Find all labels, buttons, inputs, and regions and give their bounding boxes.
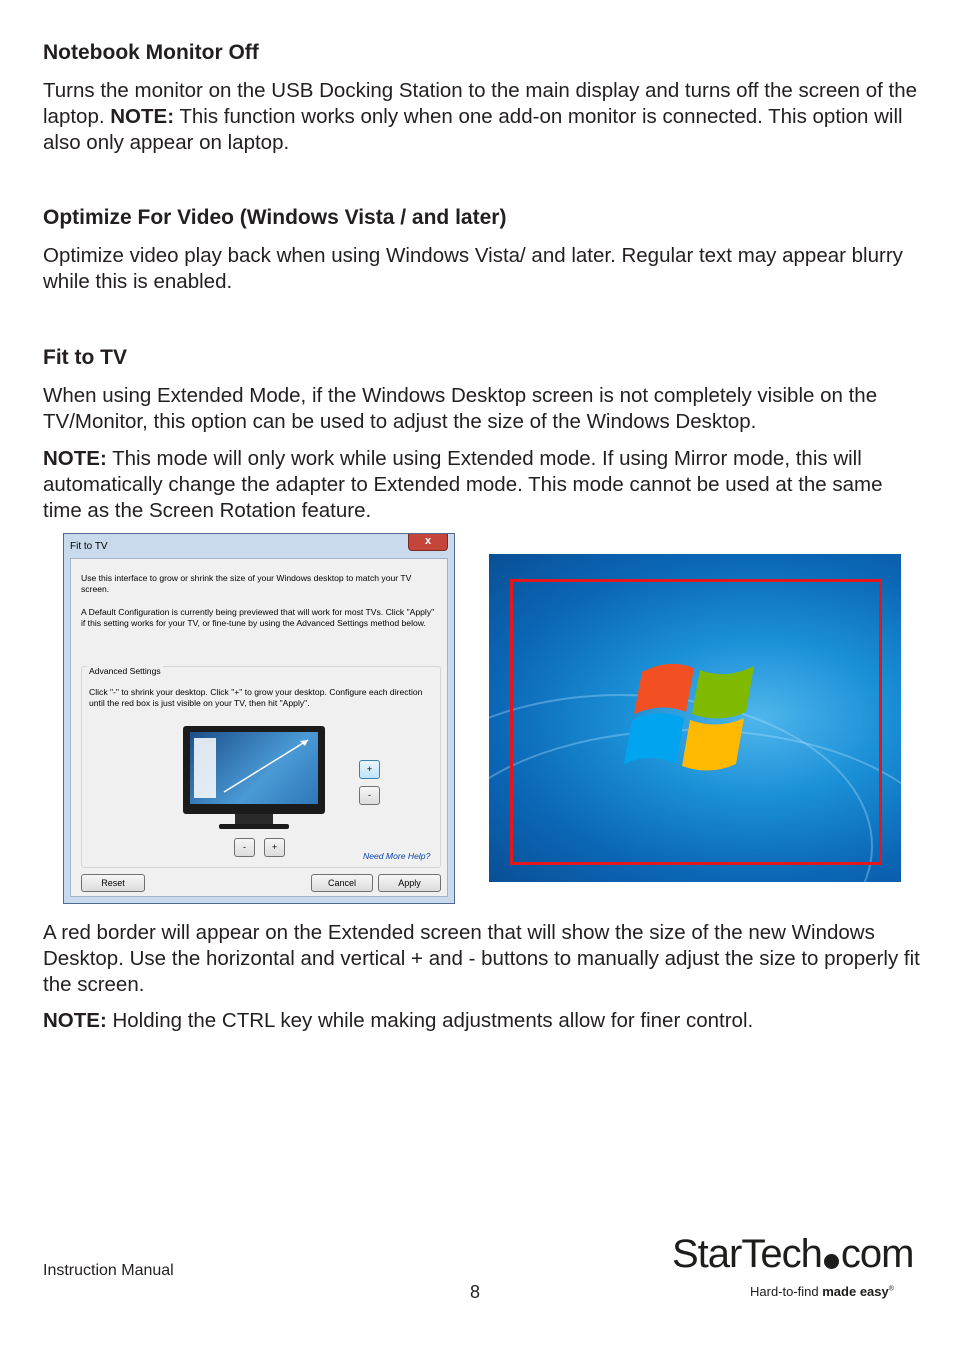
note-ctrl-key [43, 1008, 923, 1034]
extended-desktop-screenshot [489, 554, 901, 882]
heading-fit-to-tv: Fit to TV [43, 346, 127, 369]
monitor-image [183, 726, 325, 814]
text-part: This function works only when one add-on monitor is connected. This option will also only appear on laptop. [43, 105, 903, 154]
tagline-bold: made easy [822, 1284, 889, 1299]
red-border-box [510, 579, 882, 865]
footer-manual-label: Instruction Manual [43, 1262, 174, 1279]
paragraph-fit-to-tv: When using Extended Mode, if the Windows Desktop screen is not completely visible on the TV/Monitor, this option can be used to adjust the size of the Windows Desktop. [43, 384, 878, 433]
dialog-intro-1: Use this interface to grow or shrink the size of your Windows desktop to match your TV screen. [81, 573, 412, 594]
note-label: NOTE: [43, 447, 107, 470]
monitor-screen-graphic [190, 732, 318, 804]
monitor-base [219, 824, 289, 829]
dialog-title: Fit to TV [70, 541, 108, 552]
logo-text-a: StarTech [672, 1232, 822, 1276]
logo-text-b: com [840, 1232, 914, 1276]
heading-notebook-monitor-off: Notebook Monitor Off [43, 41, 259, 64]
need-more-help-link[interactable]: Need More Help? [363, 851, 431, 861]
paragraph-optimize-for-video: Optimize video play back when using Windows Vista/ and later. Regular text may appear blurry while this is enabled. [43, 244, 903, 293]
note-label: NOTE: [110, 105, 175, 128]
note-text: Holding the CTRL key while making adjustments allow for finer control. [106, 1009, 754, 1032]
page-number: 8 [470, 1282, 481, 1302]
dialog-body [70, 558, 448, 897]
text-part: Turns the monitor on the USB Docking Station to the main display and turns off the screen of the laptop. [43, 79, 918, 128]
apply-button[interactable]: Apply [378, 874, 441, 892]
vertical-minus-button[interactable]: - [359, 786, 380, 805]
group-title: Advanced Settings [89, 666, 161, 676]
dialog-intro-2: A Default Configuration is currently being previewed that will work for most TVs. Click "Apply" if this setting works for your TV, or fine-tune by using the Advanced Settings method below. [81, 607, 435, 628]
reset-button[interactable]: Reset [81, 874, 145, 892]
horizontal-minus-button[interactable]: - [234, 838, 255, 857]
vertical-plus-button[interactable]: + [359, 760, 380, 779]
note-fit-to-tv [43, 446, 923, 524]
monitor-stand [235, 814, 273, 824]
note-text: This mode will only work while using Extended mode. If using Mirror mode, this will automatically change the adapter to Extended mode. This mode cannot be used at the same time as the Screen Rotation feature. [43, 447, 883, 522]
registered-mark: ® [888, 1285, 894, 1293]
horizontal-plus-button[interactable]: + [264, 838, 285, 857]
fit-to-tv-dialog [63, 533, 455, 904]
tagline [750, 1284, 894, 1299]
close-button[interactable]: x [408, 534, 448, 551]
group-text: Click "-" to shrink your desktop. Click "+" to grow your desktop. Configure each direction until the red box is just visible on your TV, then hit "Apply". [89, 687, 423, 708]
heading-optimize-for-video: Optimize For Video (Windows Vista / and later) [43, 206, 507, 229]
logo-dot-icon [824, 1254, 839, 1269]
cancel-button[interactable]: Cancel [311, 874, 373, 892]
startech-logo [672, 1232, 913, 1277]
monitor-screen [190, 732, 318, 804]
note-label: NOTE: [43, 1009, 107, 1032]
tagline-part: Hard-to-find [750, 1284, 823, 1299]
paragraph-red-border: A red border will appear on the Extended screen that will show the size of the new Windows Desktop. Use the horizontal and vertical + and - buttons to manually adjust the size to properly fit the screen. [43, 921, 920, 996]
paragraph-notebook-monitor-off [43, 78, 923, 156]
